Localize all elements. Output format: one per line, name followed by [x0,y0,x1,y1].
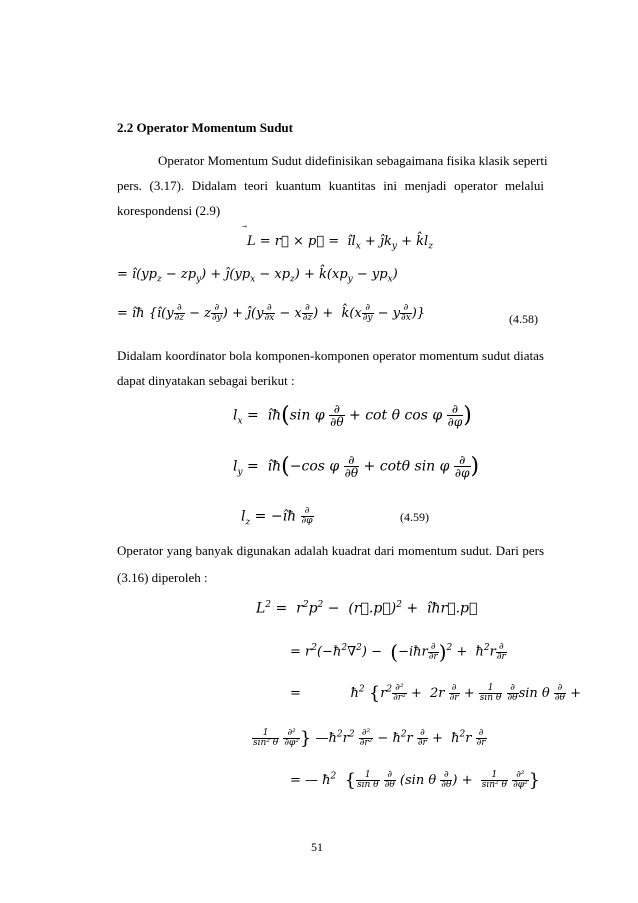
equation-lx: $l_x$ = îħ(sin φ $\frac{\partial}{\partial\theta}$ + cot θ cos φ $\frac{\partial}{\partial\varphi}$ ) [233,402,472,429]
equation-4-58: = îħ {î(y $\frac{\partial}{\partial z}$ − z $\frac{\partial}{\partial y}$ ) + ĵ(y $\frac{\partial}{\partial x}$ − x $\frac{\partial}{\partial z}$ ) + k̂(x $\frac{\partial}{\partial y}$ − y $\frac{\partial}{\partial x}$ )} [117,303,426,323]
equation-l-squared-2: = $r^2(-ħ^2\nabla^2)$ − (−iħr $\frac{\partial}{\partial r}$ )$^2 + ħ^2r$ $\frac{\partial}{\partial r}$ [290,640,506,664]
paragraph-1-line-3: korespondensi (2.9) [117,203,221,218]
equation-number-4-59: (4.59) [400,510,429,524]
paragraph-3-line-2: (3.16) diperoleh : [117,570,208,585]
equation-l-squared-1: $L^2 = r^2p^2$ − (r⃗.p⃗)$^2$ + îħr⃗.p⃗ [256,600,478,617]
equation-l-squared-5: = — $ħ^2$ { $\frac{1}{\text{sin θ}}$ $\frac{\partial}{\partial\theta}$ (sin θ $\frac{\partial}{\partial\theta}$ ) + $\frac{1}{\text{sin² θ}}$ $\frac{\text{∂²}}{\text{∂φ²}}$ } [290,770,541,791]
paragraph-2-line-1: Didalam koordinator bola komponen-komponen operator momentum sudut diatas [117,348,544,363]
paragraph-1-line-1: Operator Momentum Sudut didefinisikan sebagaimana fisika klasik seperti [158,153,548,168]
equation-angular-momentum-vector: L = r⃗ × p⃗ = $îl_x$ + $ĵk_y$ + $k̂l_z$ [247,234,433,252]
equation-ly: $l_y$ = îħ(−cos φ $\frac{\partial}{\partial\theta}$ + cotθ sin φ $\frac{\partial}{\partial\varphi}$ ) [233,453,480,480]
equation-components: = $î(yp_z - zp_y)$ + $ĵ(yp_x - xp_z)$ + $k̂(xp_y - yp_x)$ [117,267,398,285]
equation-number-4-58: (4.58) [509,312,538,326]
section-heading: 2.2 Operator Momentum Sudut [117,120,293,135]
equation-l-squared-4: $\frac{1}{\text{sin² θ}}$ $\frac{\text{∂²}}{\text{∂φ²}}$ } $—ħ^2r^2$ $\frac{\text{∂²}}{\text{∂r²}}$ − $ħ^2r$ $\frac{\partial}{\partial r}$ + $ħ^2r$ $\frac{\partial}{\partial r}$ [253,728,486,749]
equation-lz: $l_z$ = −îħ $\frac{\partial}{\partial\varphi}$ [241,506,313,528]
equation-l-squared-3: = $ħ^2$ {$r^2$ $\frac{\text{∂²}}{\text{∂r²}}$ + 2r $\frac{\partial}{\partial r}$ + $\frac{1}{\text{sin θ}}$ $\frac{\partial}{\partial\theta}$ sin θ $\frac{\partial}{\partial\theta}$ + [290,683,581,704]
paragraph-2-line-2: dapat dinyatakan sebagai berikut : [117,373,295,388]
paragraph-1-line-2: pers. (3.17). Didalam teori kuantum kuantitas ini menjadi operator melalui [117,178,544,193]
page-number: 51 [311,840,323,854]
paragraph-3-line-1: Operator yang banyak digunakan adalah kuadrat dari momentum sudut. Dari pers [117,543,544,558]
